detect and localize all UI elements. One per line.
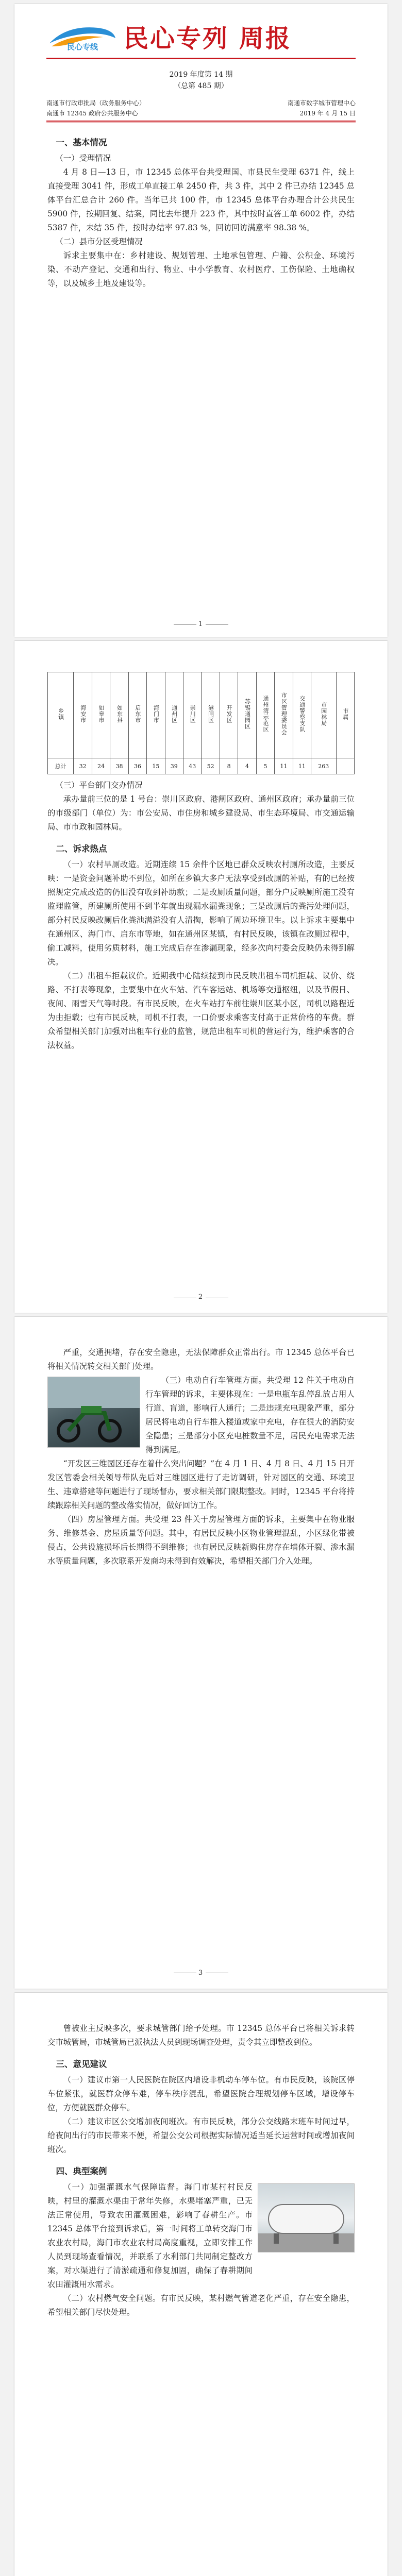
page-2	[14, 641, 388, 1313]
table-cell: 5	[256, 758, 274, 774]
section-title-hotspots: 二、诉求热点	[56, 844, 107, 854]
section-title-basic: 一、基本情况	[56, 138, 107, 147]
table-header-cell: 苏锡通园区	[238, 672, 256, 758]
editor-info	[46, 98, 356, 118]
editor-left: 南通市行政审批局（政务服务中心）	[46, 99, 146, 107]
issue-line-1: 2019 年度第 14 期	[169, 71, 233, 79]
table-cell: 263	[311, 758, 336, 774]
paragraph: 4 月 8 日—13 日，市 12345 总体平台共受理国、市县民生受理 6371 件，线上直接受理 3041 件，形成工单直接工单 2450 件，共 3 件，其中 2 件已办结 12345 总体平台汇总合计 260 件。当年已共 100 件，市 12345 总体平台办理合计公共民生 5900 件，按期回复、结案，同比去年提升 223 件，其中按时直答工单 6002 件，办结 5387 件，未结 35 件，按时办结率 97.83 %，回访回访满意率 98.38 %。	[47, 167, 355, 232]
page-3	[14, 1317, 388, 1989]
table-header-cell: 市属	[336, 672, 354, 758]
meta-rule	[46, 121, 356, 122]
logo-icon	[46, 23, 119, 53]
paragraph: （二）建议市区公交增加夜间班次。有市民反映，部分公交线路末班车时间过早，给夜间出行的市民带来不便，希望公交公司根据实际情况适当延长运营时间或增加夜间班次。	[47, 2117, 355, 2154]
table-cell: 11	[293, 758, 311, 774]
subsection-title-county: （二）县市分区受理情况	[55, 237, 143, 246]
issue-line-2: （总第 485 期）	[174, 82, 228, 90]
paragraph: 诉求主要集中在：乡村建设、规划管理、土地承包管理、户籍、公积金、环境污染、不动产登记、交通和出行、物业、中小学教育、农村医疗、工伤保险、土地确权等，以及城乡土地及建设等。	[47, 251, 355, 288]
table-header-cell: 市园林局	[311, 672, 336, 758]
table-cell: 36	[128, 758, 146, 774]
paragraph: （二）出租车拒载议价。近期我中心陆续接到市民反映出租车司机拒载、议价、绕路、不打表等现象，主要集中在火车站、汽车客运站、机场等交通枢纽，以及节假日、夜间、雨雪天气等时段。有市民反映，在火车站打车前往崇川区某小区，司机以路程近为由拒载；也有市民反映，司机不打表，一口价要求乘客支付高于正常价格的车费。群众希望相关部门加强对出租车行业的监管，规范出租车司机的营运行为，维护乘客的合法权益。	[47, 971, 355, 1050]
table-header-cell: 开发区	[220, 672, 238, 758]
table-cell-empty	[336, 758, 354, 774]
table-header-cell: 如皋市	[92, 672, 110, 758]
printed-by: 南通市 12345 政府公共服务中心	[46, 110, 138, 117]
table-cell: 43	[183, 758, 201, 774]
paragraph: （四）房屋管理方面。共受理 23 件关于房屋管理方面的诉求，主要集中在物业服务、维修基金、房屋质量等问题。其中，有居民反映小区物业管理混乱，小区绿化带被侵占，公共设施损坏后长期得不到维修；也有居民反映新购住房存在墙体开裂、渗水漏水等质量问题，多次联系开发商均未得到有效解决，希望相关部门介入处理。	[47, 1515, 355, 1566]
page-4	[14, 1993, 388, 2576]
paragraph: 严重，交通拥堵，存在安全隐患，无法保障群众正常出行。市 12345 总体平台已将相关情况转交相关部门处理。	[47, 1348, 355, 1371]
table-header-cell: 通州区	[165, 672, 183, 758]
table-cell: 39	[165, 758, 183, 774]
table-cell: 总计	[48, 758, 74, 774]
masthead-divider	[46, 58, 356, 59]
paragraph: （三）电动自行车管理方面。共受理 12 件关于电动自行车管理的诉求，主要体现在：一是电瓶车乱停乱放占用人行道、盲道，影响行人通行；二是违规充电现象严重，部分居民将电动自行车推入楼道或家中充电，存在很大的消防安全隐患；三是部分小区充电桩数量不足，居民充电需求无法得到满足。	[145, 1376, 355, 1454]
subsection-title-dept: （三）平台部门交办情况	[55, 781, 143, 790]
table-header-cell: 海门市	[147, 672, 165, 758]
table-header-cell: 市区管理委员会	[275, 672, 293, 758]
table-cell: 38	[110, 758, 128, 774]
table-header-cell: 乡镇	[48, 672, 74, 758]
paragraph: （一）建议市第一人民医院在院区内增设非机动车停车位。有市民反映，该院区停车位紧张，就医群众停车难，停车秩序混乱，希望医院合理规划停车区域，增设停车位，方便就医群众停车。	[47, 2075, 355, 2112]
paragraph: “开发区三维园区还存在着什么突出问题？”在 4 月 1 日、4 月 8 日、4 月 15 日开发区管委会相关领导带队先后对三维园区进行了走访调研，针对园区的交通、环境卫生、违章搭建等问题进行了现场督办，要求相关部门限期整改。同时，12345 平台将持续跟踪相关问题的整改落实情况，做好回访工作。	[47, 1459, 355, 1510]
editor-right: 南通市数字城市管理中心	[287, 99, 356, 107]
paragraph: 承办量前三位的是 1 号台：崇川区政府、港闸区政府、通州区政府；承办量前三位的市级部门（单位）为：市公安局、市住房和城乡建设局、市生态环境局、市交通运输局、市市政和园林局。	[47, 794, 355, 832]
table-header-cell: 通州湾示范区	[256, 672, 274, 758]
issue-date: 2019 年 4 月 15 日	[299, 110, 356, 117]
logo-text: 民心专线	[66, 42, 98, 52]
table-cell: 8	[220, 758, 238, 774]
paragraph: （一）加强灌溉水气保障监督。海门市某村村民反映，村里的灌溉水渠由于常年失修，水渠堵塞严重，已无法正常使用，导致农田灌溉困难，影响了春耕生产。市 12345 总体平台接到诉求后，第一时间将工单转交海门市农业农村局，海门市农业农村局高度重视，立即安排工作人员到现场查看情况，并联系了水利部门共同制定整改方案，对水渠进行了清淤疏通和修复加固，确保了春耕期间农田灌溉用水需求。	[47, 2182, 253, 2289]
table-cell: 15	[147, 758, 165, 774]
county-stats-table	[47, 672, 355, 774]
table-cell: 4	[238, 758, 256, 774]
table-header-cell: 海安市	[74, 672, 92, 758]
table-header-cell: 交通警察支队	[293, 672, 311, 758]
section-title-cases: 四、典型案例	[56, 2166, 107, 2176]
table-cell: 32	[74, 758, 92, 774]
page-1	[14, 4, 388, 637]
table-header-cell: 港闸区	[202, 672, 220, 758]
issue-number	[14, 69, 388, 92]
page-footer: 3	[14, 1969, 388, 1977]
table-cell: 24	[92, 758, 110, 774]
table-cell: 52	[202, 758, 220, 774]
paragraph: （二）农村燃气安全问题。有市民反映，某村燃气管道老化严重，存在安全隐患，希望相关部门尽快处理。	[47, 2294, 355, 2317]
subsection-title-accept: （一）受理情况	[55, 154, 111, 163]
table-header-cell: 启东市	[128, 672, 146, 758]
masthead-title: 民心专列 周报	[124, 24, 292, 53]
photo-ebikes	[47, 1377, 140, 1448]
section-title-suggestions: 三、意见建议	[56, 2059, 107, 2069]
page-footer: 2	[14, 1293, 388, 1301]
paragraph: （一）农村旱厕改造。近期连续 15 余件个区地已群众反映农村厕所改造，主要反映：一是资金问题补助不到位，如所在乡镇大多户无法享受到改厕的补贴，有的已经按照规定完成改造的仍旧没有收到补助款；二是改厕质量问题，部分户反映厕所施工没有监理监管，所建厕所使用不到半年就出现漏水漏粪现象；三是改厕后的粪污处理问题，部分村民反映改厕后化粪池满溢没有人清掏，影响了周边环境卫生。以上诉求主要集中在通州区、海门市、启东市等地，如在通州区某镇，有村民反映，该镇在改厕过程中，偷工减料，使用劣质材料，施工完成后存在渗漏现象，经多次向村委会反映仍未得到解决。	[47, 860, 355, 967]
photo-gas-tank	[258, 2183, 355, 2252]
paragraph: 曾被业主反映多次，要求城管部门给予处理。市 12345 总体平台已将相关诉求转交市城管局，市城管局已派执法人员到现场调查处理，责令其立即整改到位。	[47, 2024, 355, 2047]
table-cell: 11	[275, 758, 293, 774]
table-header-cell: 如东县	[110, 672, 128, 758]
page-footer: 1	[14, 620, 388, 628]
table-header-cell: 崇川区	[183, 672, 201, 758]
